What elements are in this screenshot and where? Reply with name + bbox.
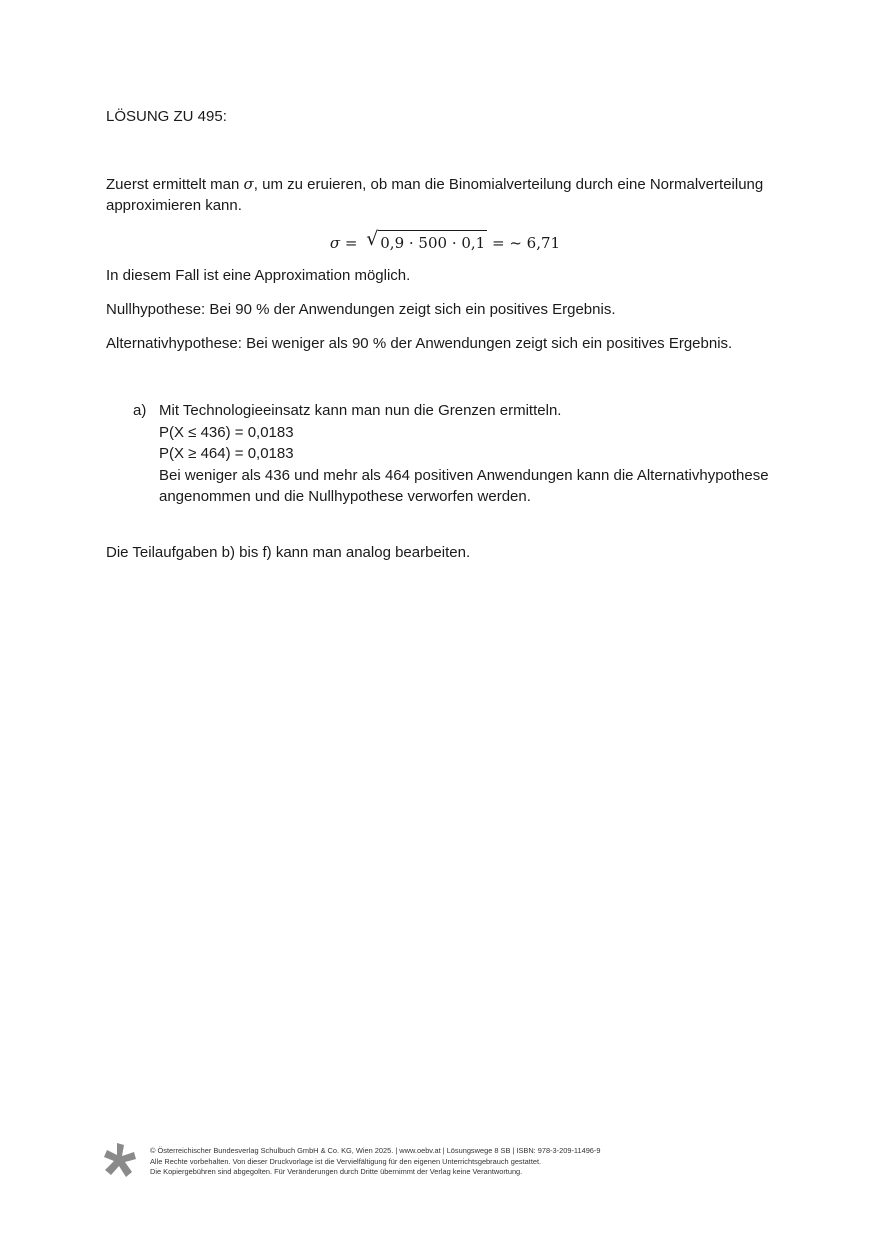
approximation-note: In diesem Fall ist eine Approximation möglich. <box>106 267 411 284</box>
solution-heading: LÖSUNG ZU 495: <box>106 108 227 125</box>
copyright-line-3: Die Kopiergebühren sind abgegolten. Für Veränderungen durch Dritte übernimmt der Verlag keine Verantwortung. <box>150 1167 523 1176</box>
part-a-content <box>159 400 769 508</box>
intro-text-pre: Zuerst ermittelt man <box>106 176 244 193</box>
publisher-logo-icon <box>104 1143 136 1177</box>
formula-radicand: 0,9 · 500 · 0,1 <box>378 230 487 255</box>
copyright-text <box>150 1146 601 1178</box>
sigma-formula <box>0 230 890 255</box>
intro-line-1 <box>106 173 763 196</box>
part-a-line: P(X ≥ 464) = 0,0183 <box>159 445 294 462</box>
square-root <box>366 230 487 255</box>
null-hypothesis: Nullhypothese: Bei 90 % der Anwendungen zeigt sich ein positives Ergebnis. <box>106 301 616 318</box>
part-a-line: Mit Technologieeinsatz kann man nun die Grenzen ermitteln. <box>159 402 562 419</box>
alternative-hypothesis: Alternativhypothese: Bei weniger als 90 % der Anwendungen zeigt sich ein positives Ergebnis. <box>106 335 733 352</box>
part-a-line: P(X ≤ 436) = 0,0183 <box>159 423 294 441</box>
part-a-line: Bei weniger als 436 und mehr als 464 positiven Anwendungen kann die Alternativhypothese <box>159 466 769 484</box>
intro-line-2: approximieren kann. <box>106 197 242 214</box>
intro-text-post: , um zu eruieren, ob man die Binomialverteilung durch eine Normalverteilung <box>253 176 764 193</box>
part-a-label: a) <box>133 402 147 419</box>
copyright-line-2: Alle Rechte vorbehalten. Von dieser Druckvorlage ist die Vervielfältigung für den eigenen Unterrichtsgebrauch gestattet. <box>150 1156 542 1166</box>
copyright-line-1: © Österreichischer Bundesverlag Schulbuch GmbH & Co. KG, Wien 2025. | www.oebv.at | Lösungswege 8 SB | ISBN: 978-3-209-11496-9 <box>150 1146 601 1155</box>
formula-lhs: σ = <box>329 234 358 252</box>
formula-rhs: = ~ 6,71 <box>492 234 561 252</box>
closing-note: Die Teilaufgaben b) bis f) kann man analog bearbeiten. <box>106 544 471 561</box>
part-a-line: angenommen und die Nullhypothese verworfen werden. <box>159 488 531 505</box>
radical-sign-icon: √ <box>366 228 379 250</box>
intro-sigma-symbol: σ <box>243 175 254 193</box>
